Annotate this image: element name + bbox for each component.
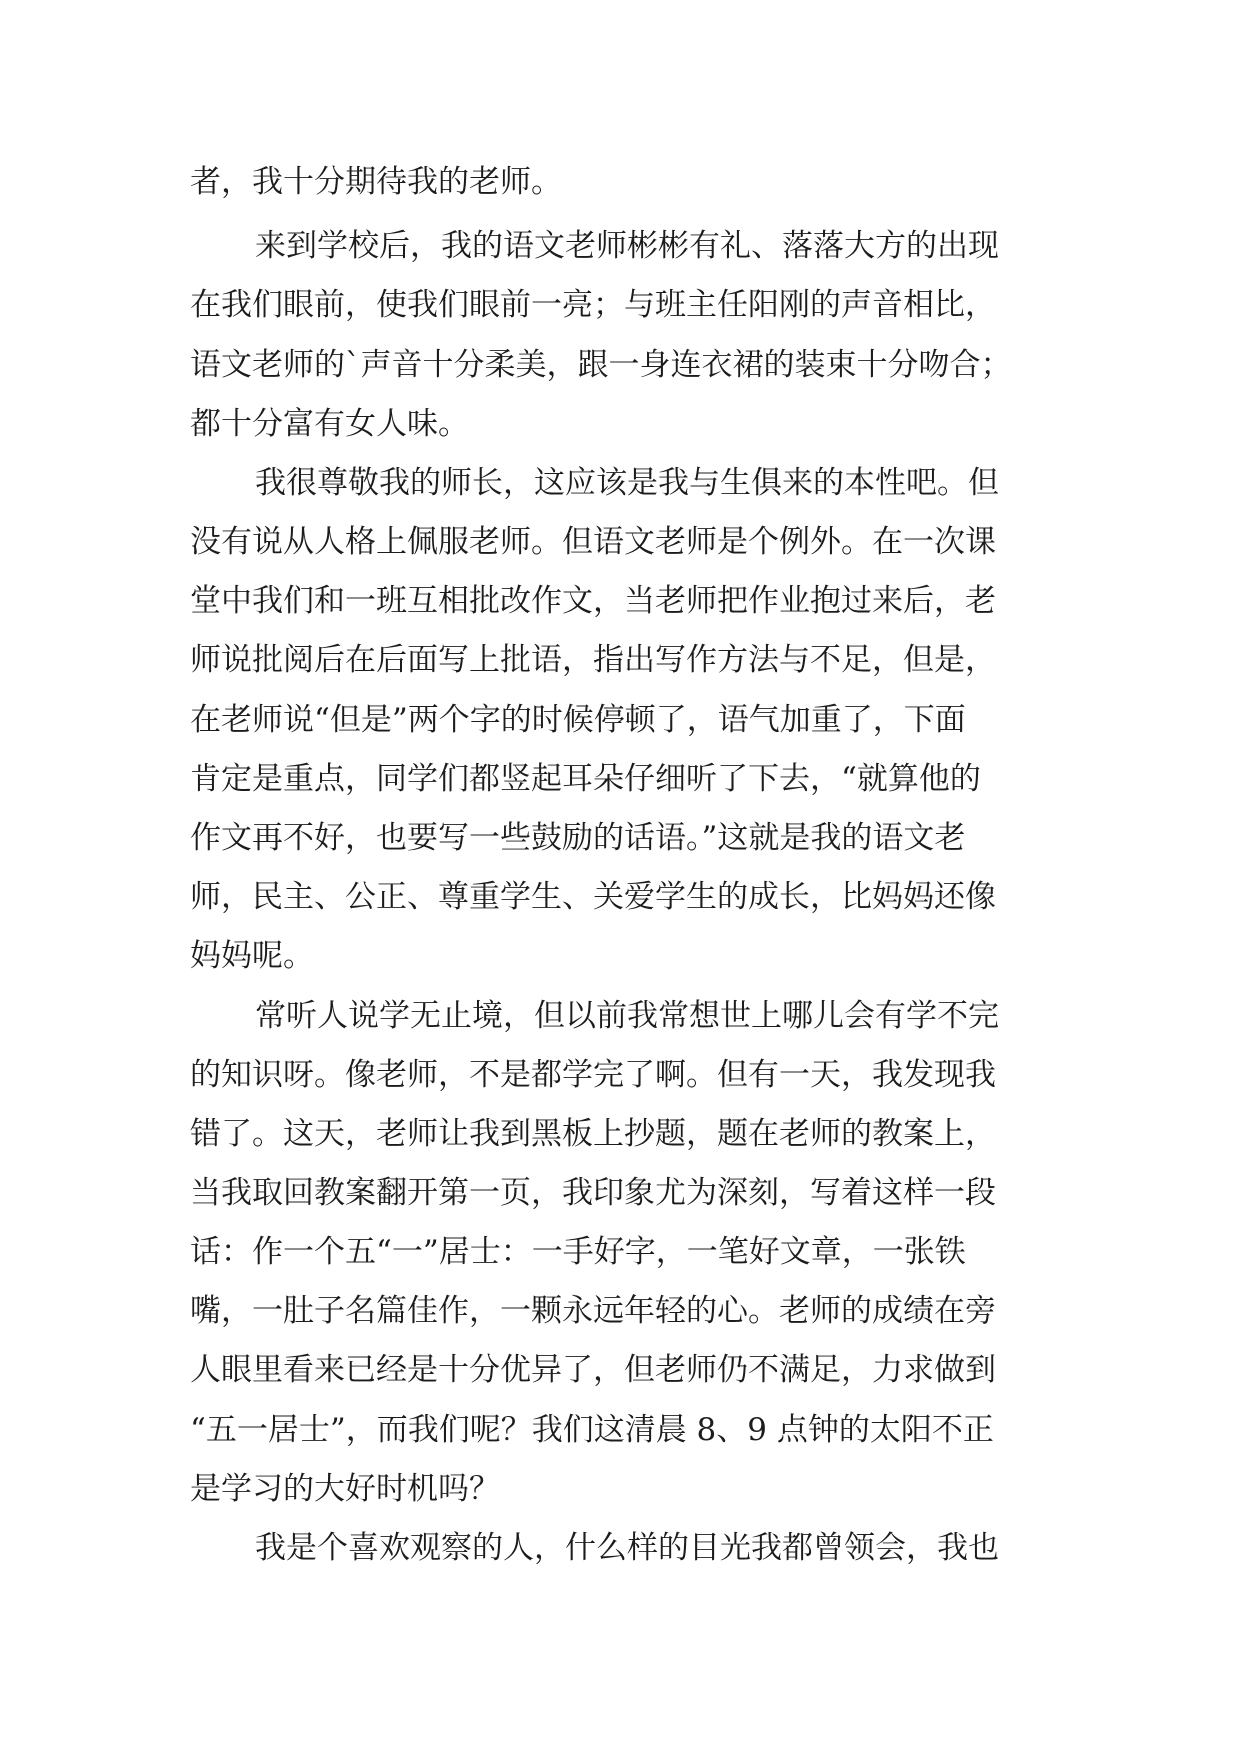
text-line: 在老师说“但是”两个字的时候停顿了，语气加重了，下面: [190, 702, 966, 738]
text-line: 者，我十分期待我的老师。: [190, 164, 562, 200]
text-line: 肯定是重点，同学们都竖起耳朵仔细听了下去，“就算他的: [190, 761, 981, 797]
text-line: 师说批阅后在后面写上批语，指出写作方法与不足，但是，: [190, 642, 996, 678]
text-line: 的知识呀。像老师，不是都学完了啊。但有一天，我发现我: [190, 1057, 996, 1093]
text-line: 在我们眼前，使我们眼前一亮；与班主任阳刚的声音相比，: [190, 287, 996, 323]
text-line: 堂中我们和一班互相批改作文，当老师把作业抱过来后，老: [190, 583, 996, 619]
paragraph-first-line: 来到学校后，我的语文老师彬彬有礼、落落大方的出现: [255, 228, 999, 264]
paragraph-first-line: 我很尊敬我的师长，这应该是我与生俱来的本性吧。但: [255, 465, 999, 501]
text-line: 话：作一个五“一”居士：一手好字，一笔好文章，一张铁: [190, 1234, 966, 1270]
text-line: 语文老师的`声音十分柔美，跟一身连衣裙的装束十分吻合；: [190, 347, 1012, 383]
text-line: 嘴，一肚子名篇佳作，一颗永远年轻的心。老师的成绩在旁: [190, 1293, 996, 1329]
paragraph-first-line: 我是个喜欢观察的人，什么样的目光我都曾领会，我也: [255, 1530, 999, 1566]
text-line: 妈妈呢。: [190, 938, 314, 974]
text-line: 是学习的大好时机吗？: [190, 1471, 500, 1507]
text-line: 错了。这天，老师让我到黑板上抄题，题在老师的教案上，: [190, 1116, 996, 1152]
text-line: 都十分富有女人味。: [190, 406, 469, 442]
text-line: 没有说从人格上佩服老师。但语文老师是个例外。在一次课: [190, 524, 996, 560]
text-line: 人眼里看来已经是十分优异了，但老师仍不满足，力求做到: [190, 1352, 996, 1388]
text-line: “五一居士”，而我们呢？我们这清晨 8、9 点钟的太阳不正: [190, 1412, 994, 1448]
text-line: 当我取回教案翻开第一页，我印象尤为深刻，写着这样一段: [190, 1175, 996, 1211]
paragraph-first-line: 常听人说学无止境，但以前我常想世上哪儿会有学不完: [255, 998, 999, 1034]
text-line: 师，民主、公正、尊重学生、关爱学生的成长，比妈妈还像: [190, 879, 996, 915]
text-line: 作文再不好，也要写一些鼓励的话语。”这就是我的语文老: [190, 820, 966, 856]
